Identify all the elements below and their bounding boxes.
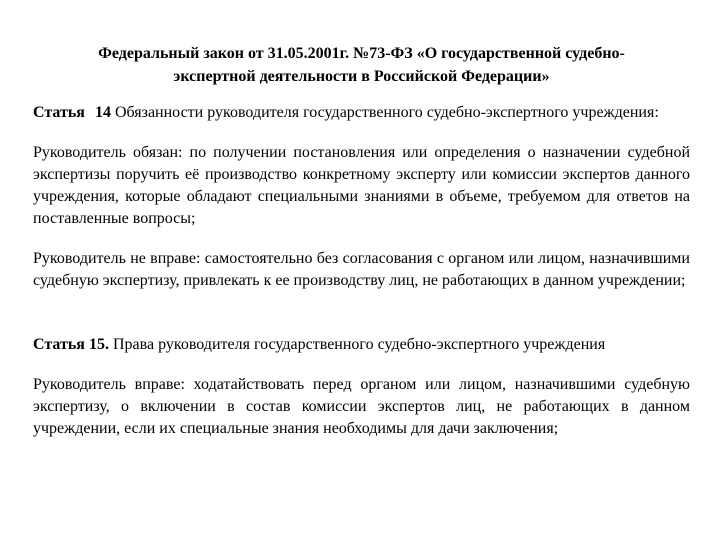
document-title: [33, 0, 690, 88]
article-15-heading: [33, 334, 690, 356]
article-14-title: Обязанности руководителя государственного судебно-экспертного учреждения:: [110, 104, 659, 121]
paragraph-rights: Руководитель вправе: ходатайствовать перед органом или лицом, назначившими судебную экспертизу, о включении в состав комиссии экспертов лиц, не работающих в данном учреждении, если их специальные знания необходимы для дачи заключения;: [33, 376, 690, 437]
article-14-number: Статья 14: [33, 104, 111, 121]
title-line-1: Федеральный закон от 31.05.2001г. №73-ФЗ «О государственной судебно-: [98, 45, 625, 62]
article-15-number: Статья 15.: [33, 336, 109, 353]
paragraph-prohibition: Руководитель не вправе: самостоятельно без согласования с органом или лицом, назначившими судебную экспертизу, привлекать к ее производству лиц, не работающих в данном учреждении;: [33, 250, 690, 289]
article-15-title: Права руководителя государственного судебно-экспертного учреждения: [108, 336, 606, 353]
title-line-2: экспертной деятельности в Российской Федерации»: [173, 68, 550, 85]
article-14-heading: [33, 102, 690, 124]
paragraph-obligation: Руководитель обязан: по получении постановления или определения о назначении судебной экспертизы поручить её производство конкретному эксперту или комиссии экспертов данного учреждения, которые обладают специальными знаниями в объеме, требуемом для ответов на поставленные вопросы;: [33, 144, 690, 227]
